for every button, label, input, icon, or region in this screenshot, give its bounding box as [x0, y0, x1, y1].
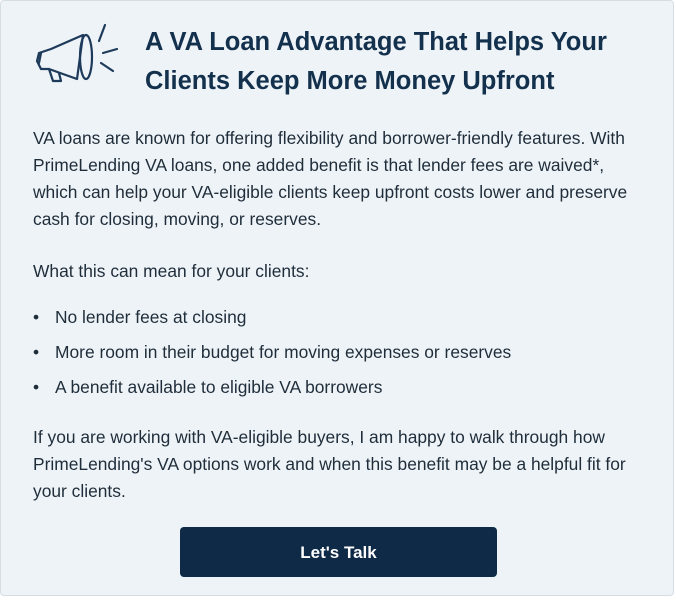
benefits-list — [33, 304, 643, 409]
benefits-lead: What this can mean for your clients: — [33, 261, 310, 281]
bullet-icon: • — [33, 377, 40, 397]
list-item — [33, 304, 643, 339]
closing-paragraph: If you are working with VA-eligible buyers, I am happy to walk through how PrimeLending's VA options work and when this benefit may be a helpful fit for your clients. — [33, 427, 626, 501]
card-title: A VA Loan Advantage That Helps Your Clients Keep More Money Upfront — [145, 28, 607, 95]
card-header — [29, 19, 659, 103]
list-item-text: No lender fees at closing — [55, 307, 247, 327]
list-item-text: More room in their budget for moving expenses or reserves — [55, 342, 512, 362]
list-item — [33, 339, 643, 374]
list-item — [33, 374, 643, 409]
bullet-icon: • — [33, 307, 40, 327]
list-item-text: A benefit available to eligible VA borrowers — [55, 377, 383, 397]
intro-paragraph: VA loans are known for offering flexibility and borrower-friendly features. With PrimeLending VA loans, one added benefit is that lender fees are waived*, which can help your VA-eligible clients keep upfront costs lower and preserve cash for closing, moving, or reserves. — [33, 128, 628, 229]
bullet-icon: • — [33, 342, 40, 362]
megaphone-icon — [29, 19, 119, 85]
lets-talk-button[interactable]: Let's Talk — [180, 527, 497, 577]
